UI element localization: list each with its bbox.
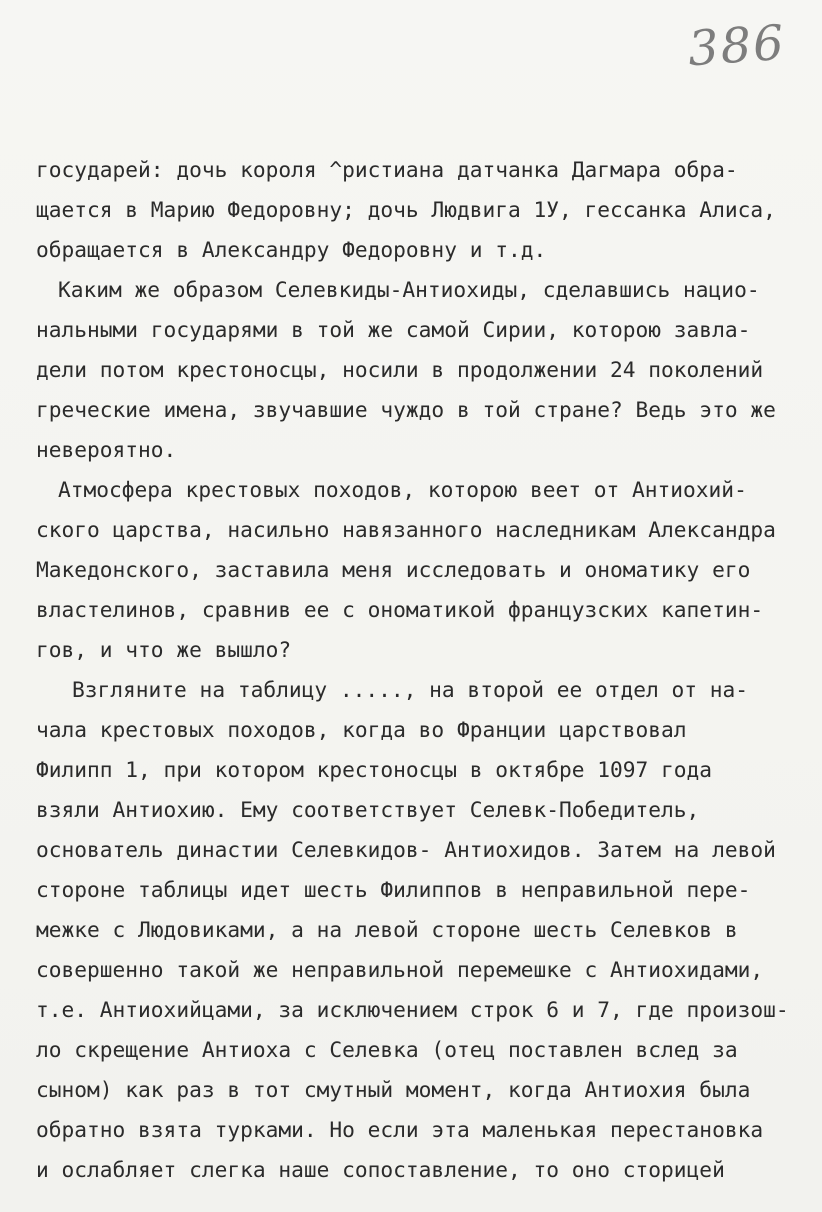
text-line: и ослабляет слегка наше сопоставление, то оно сторицей — [36, 1157, 725, 1182]
text-line: сыном) как раз в тот смутный момент, когда Антиохия была — [36, 1077, 751, 1102]
text-line: обращается в Александру Федоровну и т.д. — [36, 237, 547, 262]
text-line: греческие имена, звучавшие чуждо в той стране? Ведь это же — [36, 397, 776, 422]
text-line: межке с Людовиками, а на левой стороне шесть Селевков в — [36, 917, 738, 942]
text-line: основатель династии Селевкидов- Антиохидов. Затем на левой — [36, 837, 776, 862]
text-line: нальными государями в той же самой Сирии, которою завла- — [36, 317, 751, 342]
text-line: т.е. Антиохийцами, за исключением строк 6 и 7, где произош- — [36, 997, 789, 1022]
text-line: обратно взята турками. Но если эта маленькая перестановка — [36, 1117, 764, 1142]
text-line: гов, и что же вышло? — [36, 637, 292, 662]
text-line: государей: дочь короля ^ристиана датчанка Дагмара обра- — [36, 157, 738, 182]
text-line: Македонского, заставила меня исследовать и ономатику его — [36, 557, 751, 582]
page-number: 386 — [686, 14, 788, 78]
text-line: щается в Марию Федоровну; дочь Людвига 1У, гессанка Алиса, — [36, 197, 776, 222]
paragraph-start-line: Взгляните на таблицу ....., на второй ее отдел от на- — [72, 677, 749, 702]
text-line: чала крестовых походов, когда во Франции царствовал — [36, 717, 687, 742]
paragraph-start-line: Атмосфера крестовых походов, которою веет от Антиохий- — [58, 477, 747, 502]
text-line: ского царства, насильно навязанного наследникам Александра — [36, 517, 776, 542]
text-line: невероятно. — [36, 437, 177, 462]
typewritten-text — [36, 150, 812, 1190]
text-line: стороне таблицы идет шесть Филиппов в неправильной пере- — [36, 877, 751, 902]
paragraph-start-line: Каким же образом Селевкиды-Антиохиды, сделавшись нацио- — [58, 277, 760, 302]
text-line: ло скрещение Антиоха с Селевка (отец поставлен вслед за — [36, 1037, 738, 1062]
text-line: Филипп 1, при котором крестоносцы в октябре 1097 года — [36, 757, 713, 782]
text-line: дели потом крестоносцы, носили в продолжении 24 поколений — [36, 357, 764, 382]
text-line: совершенно такой же неправильной перемешке с Антиохидами, — [36, 957, 764, 982]
text-line: властелинов, сравнив ее с ономатикой французских капетин- — [36, 597, 764, 622]
text-line: взяли Антиохию. Ему соответствует Селевк-Победитель, — [36, 797, 700, 822]
